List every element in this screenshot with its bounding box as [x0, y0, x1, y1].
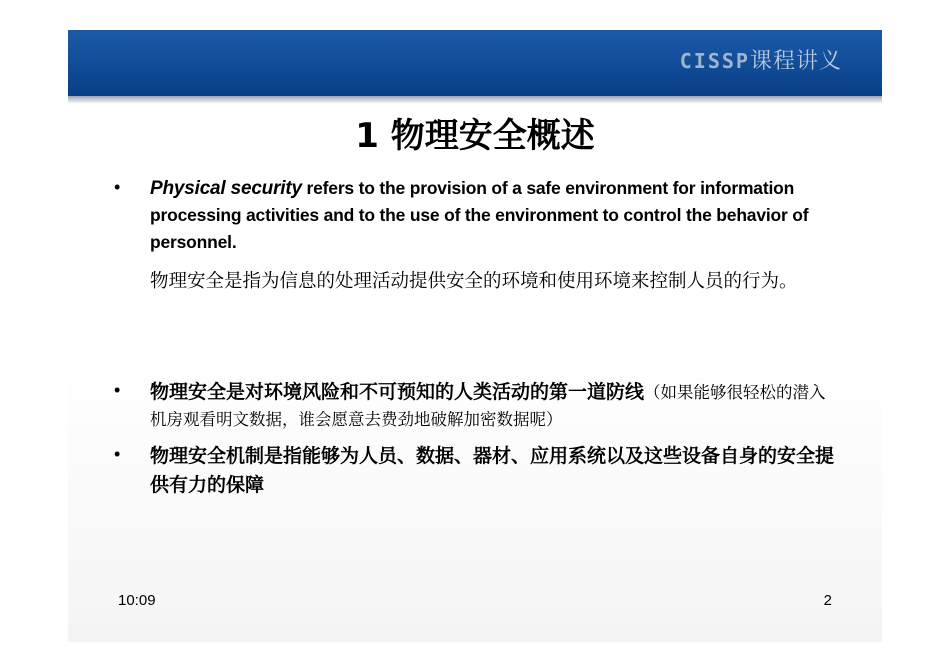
bullet-3 — [150, 442, 840, 500]
bullet-1-english-text: refers to the provision of a safe environment for information processing activities and to the use of the environment to control the behavior of personnel. — [150, 178, 809, 252]
course-title-cjk: 课程讲义 — [749, 49, 842, 74]
bullet-1-translation: 物理安全是指为信息的处理活动提供安全的环境和使用环境来控制人员的行为。 — [150, 271, 798, 292]
slide — [68, 30, 882, 642]
bullet-2-note: （如果能够很轻松的潜入机房观看明文数据，谁会愿意去费劲地破解加密数据呢） — [150, 383, 826, 429]
bullet-marker: • — [114, 177, 121, 197]
bullet-2-text — [150, 378, 840, 434]
course-title-latin: CISSP — [679, 49, 750, 73]
page-title: 1 物理安全概述 — [355, 116, 595, 156]
footer-time: 10:09 — [118, 592, 156, 609]
bullet-2-main: 物理安全是对环境风险和不可预知的人类活动的第一道防线 — [150, 381, 645, 403]
course-title — [680, 44, 842, 75]
bullet-1-english — [150, 175, 840, 256]
bullet-2 — [150, 378, 840, 434]
header-bar — [68, 30, 882, 96]
bullet-1-emphasis: Physical security — [150, 178, 302, 199]
bullet-marker: • — [114, 380, 121, 400]
page-number: 2 — [823, 592, 832, 609]
bullet-3-text: 物理安全机制是指能够为人员、数据、器材、应用系统以及这些设备自身的安全提供有力的保障 — [150, 445, 835, 496]
bullet-marker: • — [114, 444, 121, 464]
header-divider — [68, 96, 882, 104]
bullet-1 — [150, 175, 840, 295]
